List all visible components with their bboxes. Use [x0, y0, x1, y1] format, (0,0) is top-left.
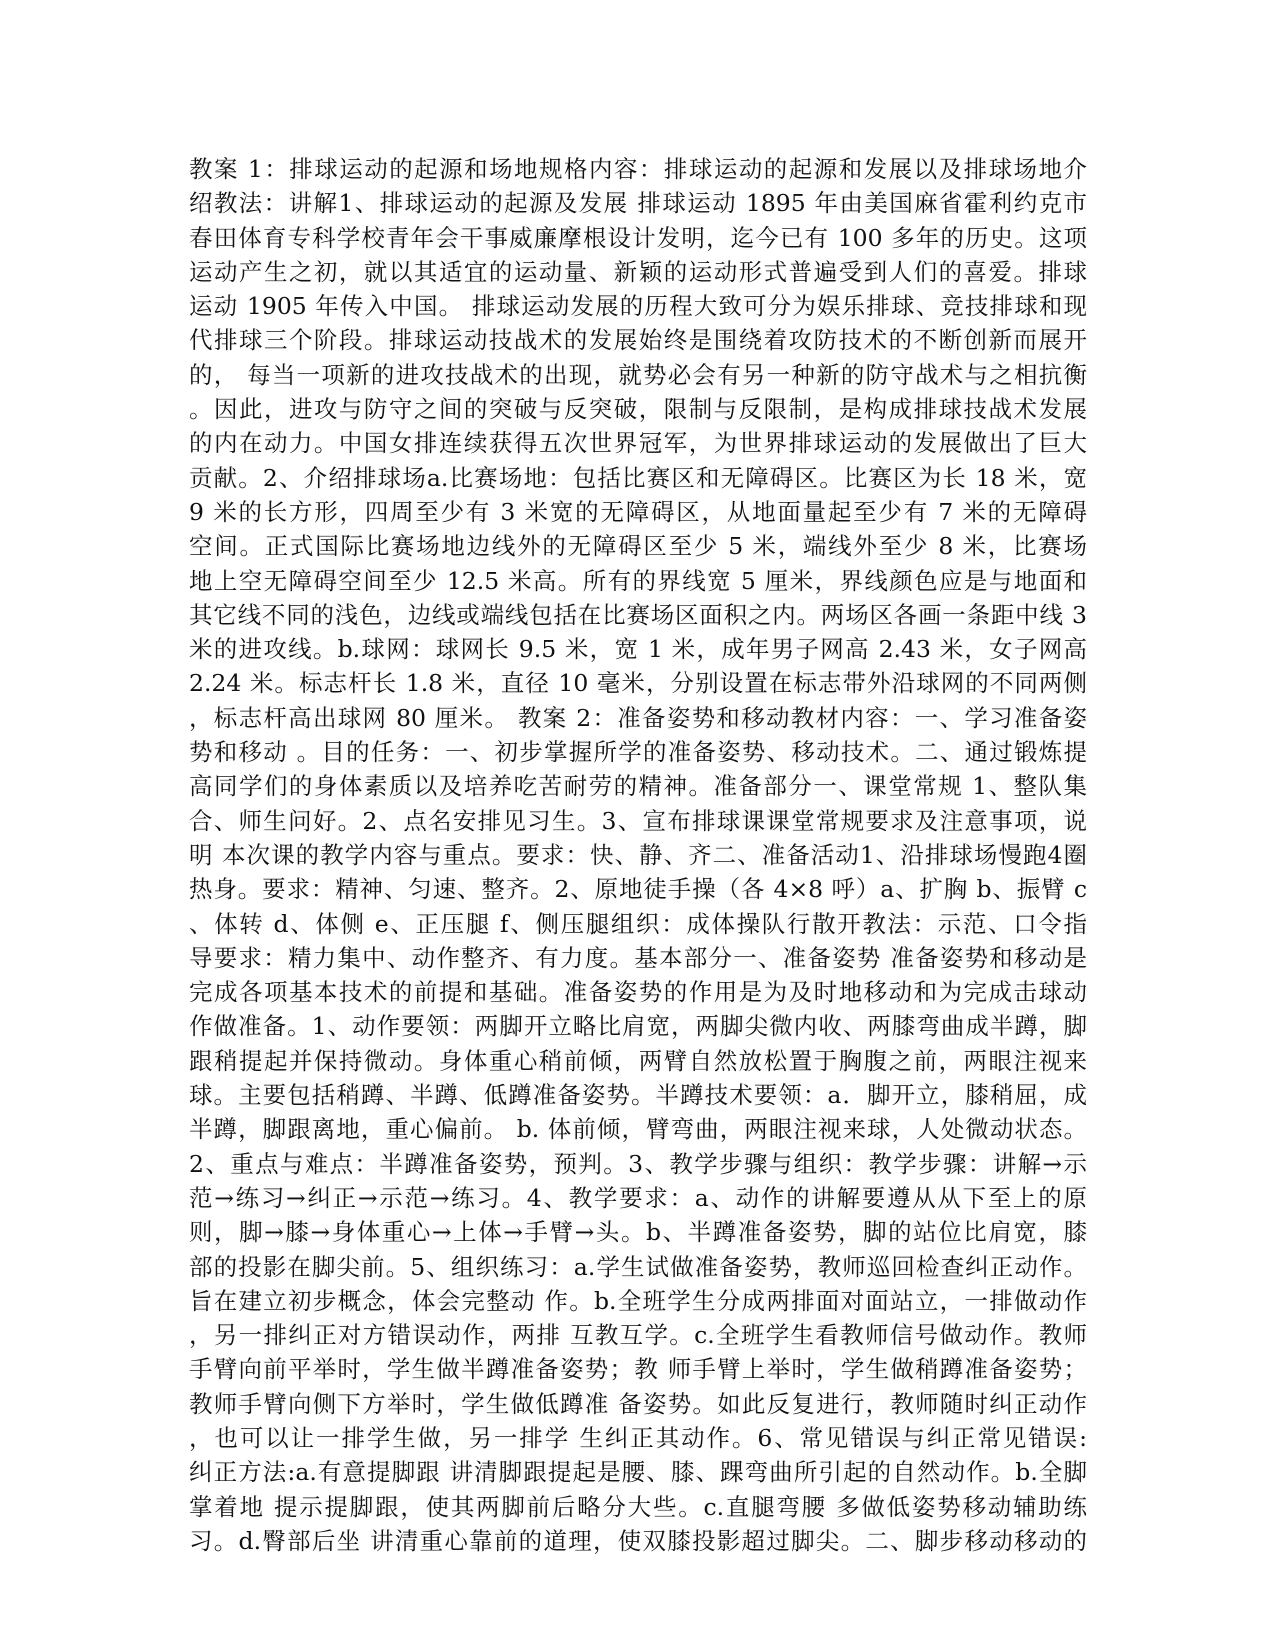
text-line: ，也可以让一排学生做，另一排学 生纠正其动作。6、常见错误与纠正常见错误:: [189, 1423, 1087, 1452]
text-line: 半蹲，脚跟离地，重心偏前。 b. 体前倾，臂弯曲，两眼注视来球，人处微动状态。: [189, 1115, 1087, 1144]
text-line: 合、师生问好。2、点名安排见习生。3、宣布排球课课堂常规要求及注意事项，说: [189, 806, 1087, 835]
text-line: 其它线不同的浅色，边线或端线包括在比赛场区面积之内。两场区各画一条距中线 3: [189, 600, 1087, 629]
body-text: [189, 152, 1087, 1558]
text-line: 的， 每当一项新的进攻技战术的出现，就势必会有另一种新的防守战术与之相抗衡: [189, 360, 1087, 389]
text-line: 2、重点与难点：半蹲准备姿势，预判。3、教学步骤与组织：教学步骤：讲解→示: [189, 1149, 1087, 1178]
text-line: 地上空无障碍空间至少 12.5 米高。所有的界线宽 5 厘米，界线颜色应是与地面和: [189, 566, 1087, 595]
text-line: ，标志杆高出球网 80 厘米。 教案 2：准备姿势和移动教材内容：一、学习准备姿: [189, 703, 1087, 732]
text-line: 势和移动 。目的任务：一、初步掌握所学的准备姿势、移动技术。二、通过锻炼提: [189, 738, 1087, 767]
text-line: 则，脚→膝→身体重心→上体→手臂→头。b、半蹲准备姿势，脚的站位比肩宽，膝: [189, 1218, 1087, 1247]
text-line: 、体转 d、体侧 e、正压腿 f、侧压腿组织：成体操队行散开教法：示范、口令指: [189, 909, 1087, 938]
text-line: 习。d.臀部后坐 讲清重心靠前的道理，使双膝投影超过脚尖。二、脚步移动移动的: [189, 1526, 1087, 1555]
text-line: 。因此，进攻与防守之间的突破与反突破，限制与反限制，是构成排球技战术发展: [189, 395, 1087, 424]
text-line: 热身。要求：精神、匀速、整齐。2、原地徒手操（各 4×8 呼）a、扩胸 b、振臂 c: [189, 875, 1087, 904]
text-line: 贡献。2、介绍排球场a.比赛场地：包括比赛区和无障碍区。比赛区为长 18 米，宽: [189, 463, 1087, 492]
text-line: 米的进攻线。b.球网：球网长 9.5 米，宽 1 米，成年男子网高 2.43 米，女子网高: [189, 635, 1087, 664]
text-line: 导要求：精力集中、动作整齐、有力度。基本部分一、准备姿势 准备姿势和移动是: [189, 943, 1087, 972]
text-line: 9 米的长方形，四周至少有 3 米宽的无障碍区，从地面量起至少有 7 米的无障碍: [189, 497, 1087, 526]
text-line: 空间。正式国际比赛场地边线外的无障碍区至少 5 米，端线外至少 8 米，比赛场: [189, 532, 1087, 561]
text-line: 运动产生之初，就以其适宜的运动量、新颖的运动形式普遍受到人们的喜爱。排球: [189, 257, 1087, 286]
text-line: ，另一排纠正对方错误动作，两排 互教互学。c.全班学生看教师信号做动作。教师: [189, 1321, 1087, 1350]
text-line: 高同学们的身体素质以及培养吃苦耐劳的精神。准备部分一、课堂常规 1、整队集: [189, 772, 1087, 801]
text-line: 范→练习→纠正→示范→练习。4、教学要求：a、动作的讲解要遵从从下至上的原: [189, 1183, 1087, 1212]
text-line: 纠正方法:a.有意提脚跟 讲清脚跟提起是腰、膝、踝弯曲所引起的自然动作。b.全脚: [189, 1458, 1087, 1487]
text-line: 跟稍提起并保持微动。身体重心稍前倾，两臂自然放松置于胸腹之前，两眼注视来: [189, 1046, 1087, 1075]
text-line: 手臂向前平举时，学生做半蹲准备姿势；教 师手臂上举时，学生做稍蹲准备姿势；: [189, 1355, 1087, 1384]
text-line: 球。主要包括稍蹲、半蹲、低蹲准备姿势。半蹲技术要领：a．脚开立，膝稍屈，成: [189, 1081, 1087, 1110]
text-line: 部的投影在脚尖前。5、组织练习：a.学生试做准备姿势，教师巡回检查纠正动作。: [189, 1252, 1087, 1281]
text-line: 代排球三个阶段。排球运动技战术的发展始终是围绕着攻防技术的不断创新而展开: [189, 326, 1087, 355]
text-line: 掌着地 提示提脚跟，使其两脚前后略分大些。c.直腿弯腰 多做低姿势移动辅助练: [189, 1492, 1087, 1521]
text-line: 旨在建立初步概念，体会完整动 作。b.全班学生分成两排面对面站立，一排做动作: [189, 1286, 1087, 1315]
text-line: 明 本次课的教学内容与重点。要求：快、静、齐二、准备活动1、沿排球场慢跑4圈: [189, 840, 1087, 869]
text-line: 教案 1：排球运动的起源和场地规格内容：排球运动的起源和发展以及排球场地介: [189, 155, 1087, 183]
text-line: 绍教法：讲解1、排球运动的起源及发展 排球运动 1895 年由美国麻省霍利约克市: [189, 189, 1087, 218]
text-line: 春田体育专科学校青年会干事威廉摩根设计发明，迄今已有 100 多年的历史。这项: [189, 223, 1087, 252]
text-line: 2.24 米。标志杆长 1.8 米，直径 10 毫米，分别设置在标志带外沿球网的不同两侧: [189, 669, 1087, 698]
text-line: 运动 1905 年传入中国。 排球运动发展的历程大致可分为娱乐排球、竞技排球和现: [189, 292, 1087, 321]
text-line: 的内在动力。中国女排连续获得五次世界冠军，为世界排球运动的发展做出了巨大: [189, 429, 1087, 458]
text-line: 完成各项基本技术的前提和基础。准备姿势的作用是为及时地移动和为完成击球动: [189, 978, 1087, 1007]
text-line: 教师手臂向侧下方举时，学生做低蹲准 备姿势。如此反复进行，教师随时纠正动作: [189, 1389, 1087, 1418]
text-line: 作做准备。1、动作要领：两脚开立略比肩宽，两脚尖微内收、两膝弯曲成半蹲，脚: [189, 1012, 1087, 1041]
